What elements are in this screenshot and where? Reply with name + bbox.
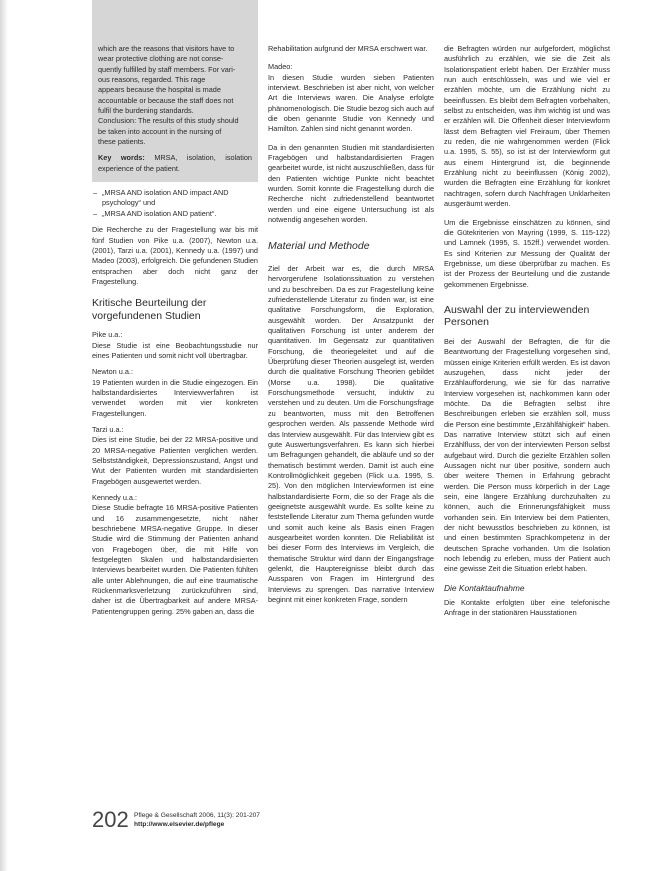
- abstract-line: quently fulfilled by staff members. For vari-: [98, 64, 236, 74]
- abstract-line: ous reasons, regarded. This rage: [98, 75, 206, 85]
- page-footer: [92, 808, 452, 832]
- paragraph: die Befragten würden nur aufgefordert, möglichst ausführlich zu erzählen, wie sie die Zeit als Isolationspatient erlebt haben. Der Erzähler muss nun auch entschlüsseln, was und wie viel er erzählen möchte, um die Erzählung nicht zu beeinflussen. Es bleibt dem Befragten vorbehalten, selbst zu entscheiden, was ihm wichtig ist und was er erzählen will. Die Offenheit dieser Interviewform lässt dem Befragten viel Freiraum, über Themen zu reden, die nie wahrgenommen werden (Flick u.a. 1995, S. 55), so ist ist der Interviewform gut aus einem Hintergrund ist, die beginnende Erzählung nicht zu beeinflussen (König 2002), wurden die Befragten eine Erzählung für konkret nachtragen, sofern durch Nachfragen Unklarheiten ausgeräumt werden.: [444, 44, 610, 209]
- abstract-line: which are the reasons that visitors have to: [98, 44, 235, 53]
- search-term-item: – „MRSA AND isolation AND impact AND psychology“ und: [102, 188, 258, 209]
- search-terms-list: [92, 188, 258, 219]
- study-text: Diese Studie befragte 16 MRSA-positive Patienten und 16 zusammengesetzte, nicht näher beschriebene MRSA-negative Gruppe. In dieser Studie wird die Stimmung der Patienten anhand von Fragebogen über, die mit Hilfe von festgelegten Skalen und halbstandardisierten Interviews bearbeitet wurden. Die Patienten fühlten alle unter Ablehnungen, die auf eine traumatische Rückenmarksverletzung zurückzuführen sind, daher ist die Übertragbarkeit auf andere MRSA-Patientengruppen gering. 25% gaben an, dass die: [92, 503, 258, 616]
- journal-citation: Pflege & Gesellschaft 2006, 11(3): 201-207: [134, 812, 260, 819]
- study-name: Newton u.a.:: [92, 367, 133, 377]
- abstract-line: Conclusion: The results of this study should: [98, 116, 239, 126]
- abstract-line: appears because the hospital is made: [98, 85, 221, 95]
- text-column-middle: [268, 44, 434, 607]
- methods-text: Ziel der Arbeit war es, die durch MRSA hervorgerufene Isolationssituation zu verstehen und zu beschreiben. Da es zur Fragestellung keine zufriedenstellende Literatur zu finden war, ist eine qualitative Forschungsform, die Exploration, ausgewählt worden. Der Ansatzpunkt der qualitativen Forschung ist unter anderem der quantitativen. Im Gegensatz zur quantitativen Forschung, die theoriegeleitet und auf die Überprüfung dieser Theorien ausgelegt ist, werden durch die qualitative Forschung Theorien gebildet (Morse u.a. 1998). Die qualitative Forschungsmethode versucht, induktiv zu verstehen und zu deuten. Um die Forschungsfrage zu beantworten, muss mit den Betroffenen gesprochen werden. Als passende Methode wird das Interview ausgewählt. Für das Interview gibt es gute Auswertungsverfahren. Es kann sich hierbei um Befragungen gehandelt, die abläufe und so der thematisch bestimmt werden. Damit ist auch eine Kontrollmöglichkeit gegeben (Flick u.a. 1995, S. 25). Von den möglichen Interviewformen ist eine halbstandardisierte Form, die so der Frage als die geeignetste ausgewählt wurde. Es sollte keine zu feststellende Literatur zum Thema gefunden wurde und somit auch keine als Basis einen Fragen ausgearbeitet worden konnten. Die Reliabilität ist bei dieser Form des Interviews im Vergleich, die thematische Struktur wird dann der Eingangsfrage gelenkt, die Hauptereignisse bleibt durch das Aussparen von Fragen im Hintergrund des Interviews zu sprengen. Das narrative Interview beginnt mit einer konkreten Frage, sondern: [268, 264, 434, 604]
- keywords: [98, 153, 252, 174]
- search-term-item: – „MRSA AND isolation AND patient“.: [102, 209, 258, 219]
- journal-url: http://www.elsevier.de/pflege: [134, 821, 225, 828]
- study-name: Madeo:: [268, 62, 293, 72]
- study-name: Pike u.a.:: [92, 330, 123, 340]
- abstract-line: wear protective clothing are not conse-: [98, 54, 224, 64]
- contact-text: Die Kontakte erfolgten über eine telefonische Anfrage in der stationären Hausstationen: [444, 597, 610, 618]
- study-tarzi: [92, 425, 258, 487]
- study-kennedy: [92, 493, 258, 617]
- study-text: Dies ist eine Studie, bei der 22 MRSA-positive und 20 MRSA-negative Patienten verglichen werden. Selbstständigkeit, Depressionszustand, Angst und Wut der Patienten wurden mit standardisierten Fragebögen ausgewertet werden.: [92, 435, 258, 486]
- abstract-line: be taken into account in the nursing of: [98, 126, 222, 136]
- section-heading-critical-review: Kritische Beurteilung der vorgefundenen Studien: [92, 297, 207, 322]
- abstract-line: these patients.: [98, 137, 146, 147]
- section-heading-methods: Material und Methode: [268, 239, 370, 252]
- abstract-text: [98, 44, 252, 147]
- intro-paragraph: Die Recherche zu der Fragestellung war bis mit fünf Studien von Pike u.a. (2007), Newton u.a. (2001), Tarzi u.a. (2001), Kennedy u.a. (1997) und Madeo (2003), erfolgreich. Die gefundenen Studien entsprachen aber doch nicht ganz der Fragestellung.: [92, 225, 258, 286]
- keywords-label: Key words:: [98, 153, 145, 163]
- text-column-left: [92, 44, 258, 619]
- scan-edge-shadow: [0, 0, 8, 871]
- abstract-line: fulfil the burdening standards.: [98, 106, 194, 116]
- study-pike: [92, 330, 258, 361]
- section-heading-selection: Auswahl der zu interviewenden Personen: [444, 303, 590, 329]
- keywords-text: MRSA, isolation, isolation experience of the patient.: [98, 153, 252, 173]
- subheading-contact: Die Kontaktaufnahme: [444, 582, 525, 593]
- paragraph: Um die Ergebnisse einschätzen zu können, sind die Gütekriterien von Mayring (1999, S. 115-122) und Lamnek (1995, S. 152ff.) verwendet worden. Es sind Kriterien zur Messung der Qualität der Ergebnisse, um diese überprüfbar zu machen. Es ist der Prozess der Beurteilung und die zustande gekommenen Ergebnisse.: [444, 217, 610, 289]
- study-name: Tarzi u.a.:: [92, 424, 124, 434]
- selection-text: Bei der Auswahl der Befragten, die für die Beantwortung der Fragestellung vorgesehen sind, müssen einige Kriterien erfüllt werden. Es ist davon auszugehen, dass nicht jeder der Erzählaufforderung, wie sie für das narrative Interview vorgesehen ist, nachkommen kann oder möchte. Da die Befragten selbst ihre Beschreibungen erleben sie erzählen soll, muss die Person eine bestimmte „Erzählfähigkeit“ haben. Das narrative Interview stützt sich auf einen Erzählfluss, der von der interviewten Person selbst aufgebaut wird. Durch die gezielte Erzählen sollen Aussagen nicht nur über positive, sondern auch über weitere Themen in Erfahrung gebracht werden. Die Person muss körperlich in der Lage sein, eine längere Erzählung durchzuhalten zu können, auch die Erinnerungsfähigkeit muss vorhanden sein. Ein Interview bei dem Patienten, der nicht bewusstlos beschrieben zu können, ist und einen bestimmten Sprachkompetenz in der deutschen Sprache vorhanden. Um die Isolation noch lebendig zu erleben, muss der Patient auch eine gewisse Zeit die Situation erlebt haben.: [444, 336, 610, 574]
- english-abstract-box: [92, 0, 258, 182]
- study-name: Kennedy u.a.:: [92, 493, 138, 503]
- study-newton: [92, 367, 258, 419]
- paragraph: Rehabilitation aufgrund der MRSA erschwert war.: [268, 44, 428, 53]
- study-text: In diesen Studie wurden sieben Patienten interviewt. Beschrieben ist aber nicht, von welcher Art die Interviews waren. Die Analyse erfolgte phänomenologisch. Die Studie bezog sich auch auf die oben genannte Studie von Kennedy und Hamilton. Zahlen sind nicht genannt worden.: [268, 72, 434, 134]
- page-number: 202: [92, 807, 129, 832]
- study-text: 19 Patienten wurden in die Studie eingezogen. Ein halbstandardisiertes Interviewverfahren ist verwendet worden mit vier konkreten Fragestellungen.: [92, 377, 258, 418]
- study-text: Diese Studie ist eine Beobachtungsstudie nur eines Patienten und somit nicht voll übertragbar.: [92, 340, 258, 360]
- paragraph: Da in den genannten Studien mit standardisierten Fragebögen und halbstandardisierten Fragen gearbeitet wurde, ist nicht auszuschließen, dass für den Patienten wichtige Punkte nicht beachtet wurden. Somit konnte die Fragestellung durch die Recherche nicht zufriedenstellend beantwortet werden und eine eigene Untersuchung ist als notwendig angesehen worden.: [268, 142, 434, 225]
- text-column-right: [444, 44, 610, 621]
- abstract-line: accountable or because the staff does not: [98, 95, 234, 105]
